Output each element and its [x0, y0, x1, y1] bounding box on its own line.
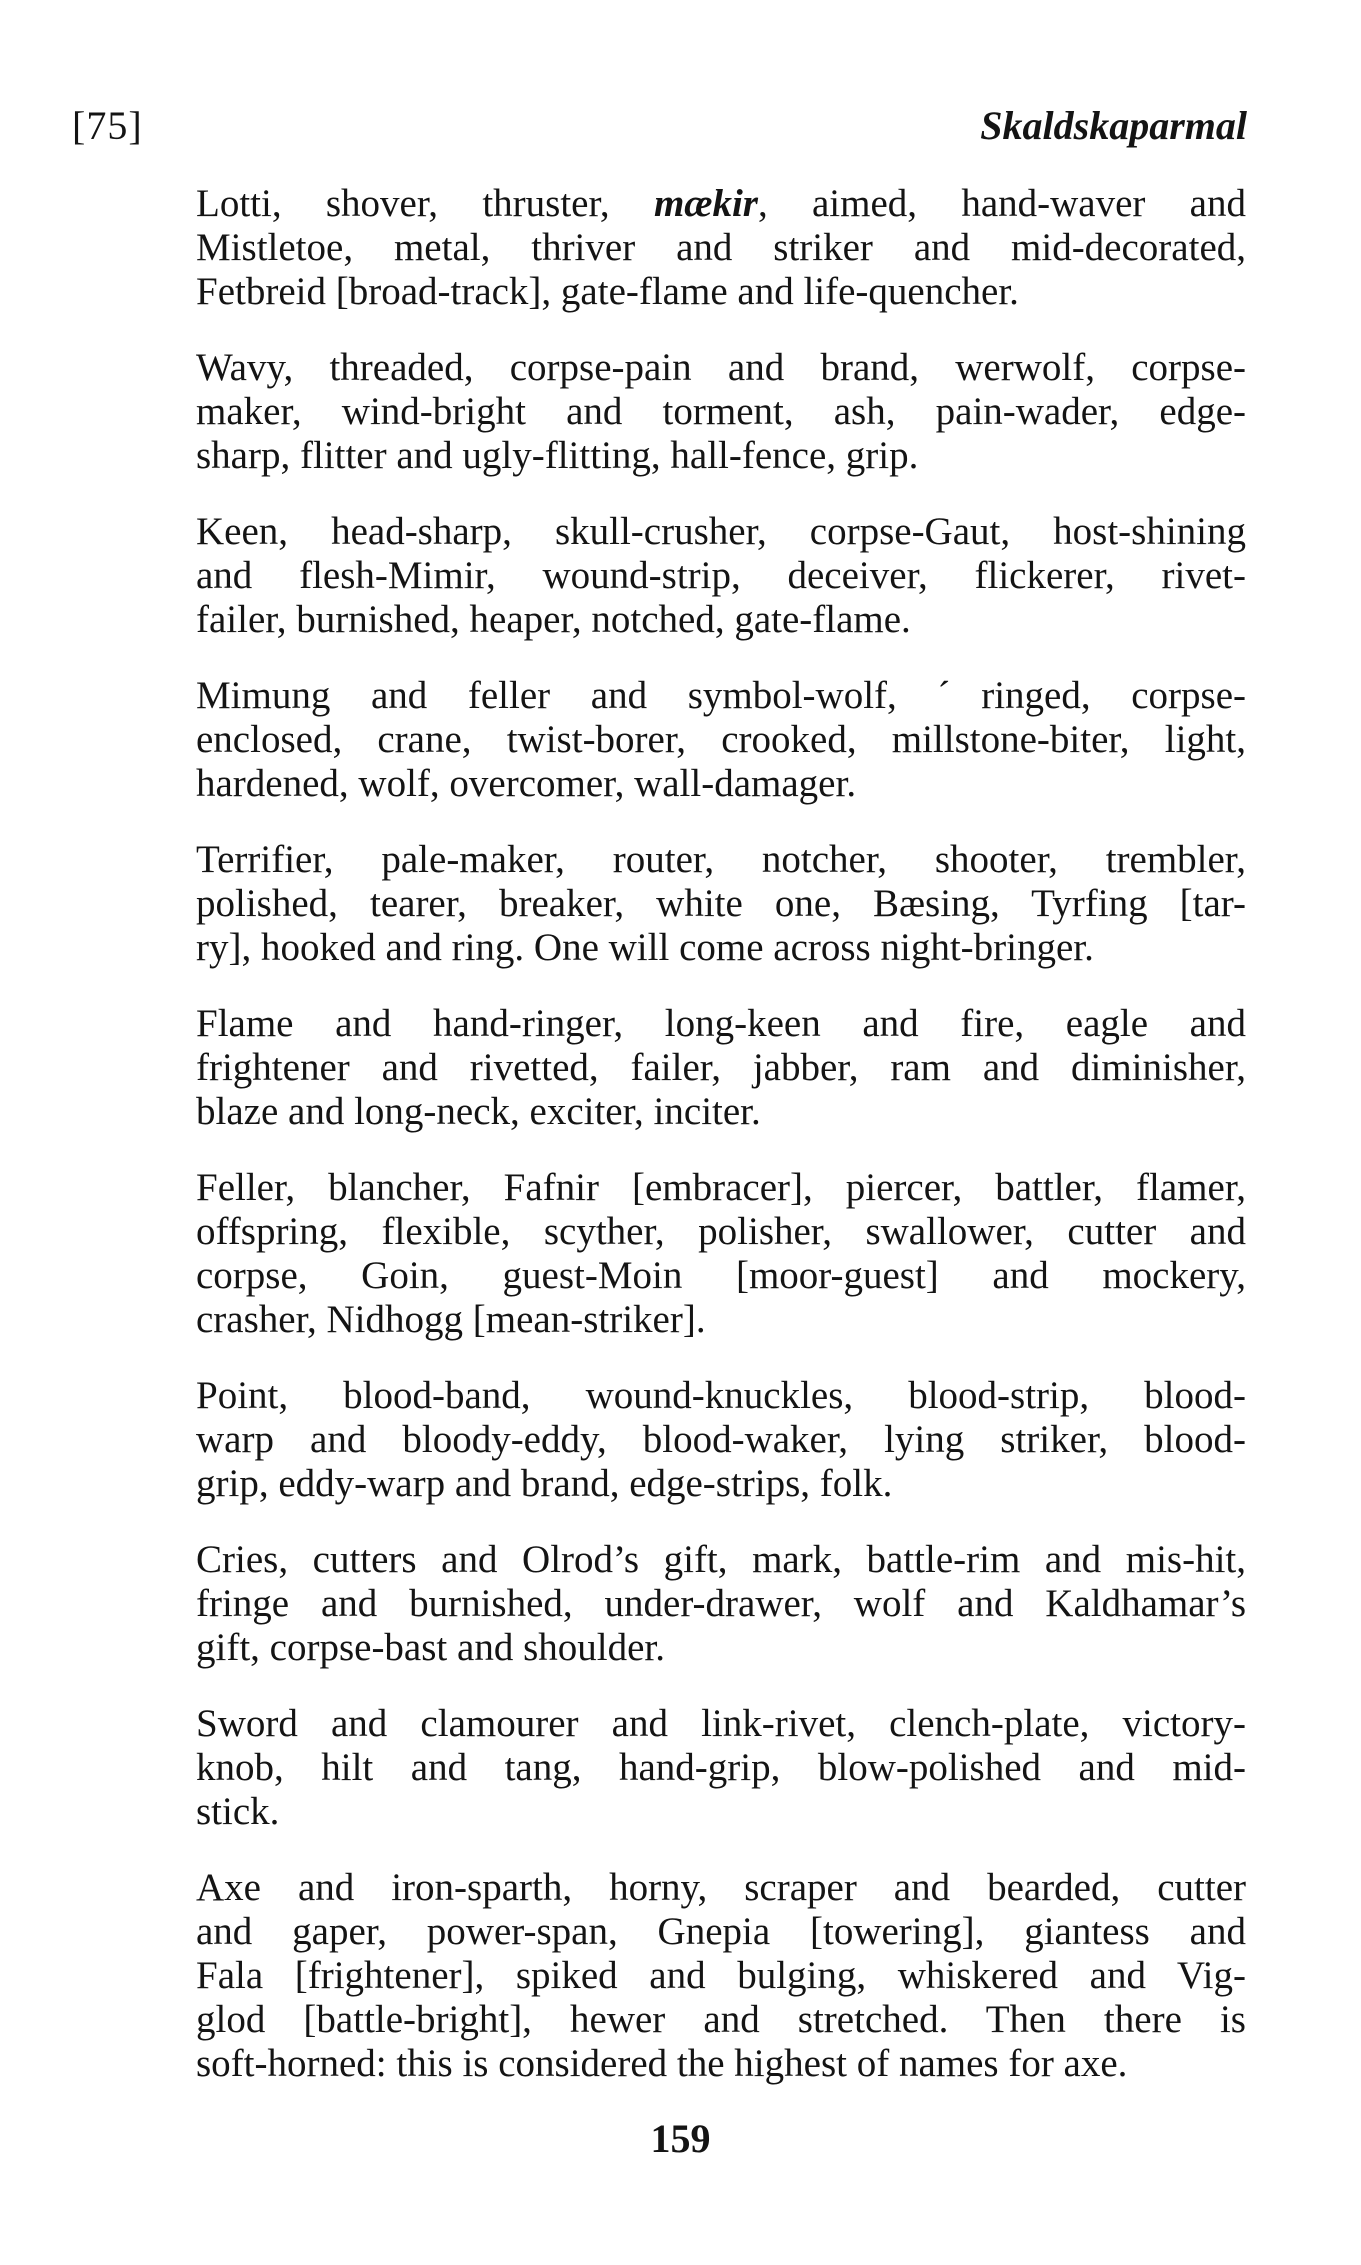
- paragraph: [196, 346, 1246, 478]
- text-line: sharp, flitter and ugly-flitting, hall-fence, grip.: [196, 434, 919, 477]
- text-line: offspring, flexible, scyther, polisher, swallower, cutter and: [196, 1210, 1246, 1253]
- italic-term: mækir: [653, 182, 758, 225]
- text-line: fringe and burnished, under-drawer, wolf and Kaldhamar’s: [196, 1582, 1246, 1625]
- text-line: Mistletoe, metal, thriver and striker and mid-decorated,: [196, 226, 1246, 269]
- text-line: glod [battle-bright], hewer and stretched. Then there is: [196, 1998, 1246, 2041]
- text-line: Feller, blancher, Fafnir [embracer], piercer, battler, flamer,: [196, 1166, 1246, 1209]
- paragraph: [196, 674, 1246, 806]
- page-number: 159: [650, 2116, 711, 2161]
- text-line: and gaper, power-span, Gnepia [towering], giantess and: [196, 1910, 1246, 1953]
- text-line: blaze and long-neck, exciter, inciter.: [196, 1090, 761, 1133]
- text-line: Cries, cutters and Olrod’s gift, mark, battle-rim and mis-hit,: [196, 1538, 1246, 1581]
- paragraph: [196, 1166, 1246, 1342]
- text-line: frightener and rivetted, failer, jabber, ram and diminisher,: [196, 1046, 1246, 1089]
- text-line: Flame and hand-ringer, long-keen and fire, eagle and: [196, 1002, 1246, 1045]
- text-line: hardened, wolf, overcomer, wall-damager.: [196, 762, 857, 805]
- paragraph: [196, 182, 1246, 314]
- paragraph: [196, 1702, 1246, 1834]
- text-line: and flesh-Mimir, wound-strip, deceiver, flickerer, rivet-: [196, 554, 1246, 597]
- paragraph: [196, 1538, 1246, 1670]
- section-folio: [75]: [72, 103, 143, 148]
- text-line: failer, burnished, heaper, notched, gate-flame.: [196, 598, 911, 641]
- page-header: [72, 102, 1247, 162]
- text-line: Axe and iron-sparth, horny, scraper and bearded, cutter: [196, 1866, 1246, 1909]
- text-line: warp and bloody-eddy, blood-waker, lying striker, blood-: [196, 1418, 1246, 1461]
- text-line: soft-horned: this is considered the highest of names for axe.: [196, 2042, 1128, 2085]
- text-line: knob, hilt and tang, hand-grip, blow-polished and mid-: [196, 1746, 1246, 1789]
- text-line: grip, eddy-warp and brand, edge-strips, folk.: [196, 1462, 893, 1505]
- text-line: Fala [frightener], spiked and bulging, whiskered and Vig-: [196, 1954, 1246, 1997]
- text-line: maker, wind-bright and torment, ash, pain-wader, edge-: [196, 390, 1246, 433]
- text-line: ry], hooked and ring. One will come across night-bringer.: [196, 926, 1094, 969]
- text-line: Lotti, shover, thruster, mækir, aimed, hand-waver and: [196, 182, 1246, 225]
- paragraph: [196, 838, 1246, 970]
- text-line: Keen, head-sharp, skull-crusher, corpse-Gaut, host-shining: [196, 510, 1246, 553]
- text-line: stick.: [196, 1790, 280, 1833]
- body-text: [196, 182, 1246, 2118]
- text-line: Wavy, threaded, corpse-pain and brand, werwolf, corpse-: [196, 346, 1246, 389]
- text-line: Mimung and feller and symbol-wolf, ˊringed, corpse-: [196, 674, 1246, 717]
- text-line: Sword and clamourer and link-rivet, clench-plate, victory-: [196, 1702, 1246, 1745]
- text-line: gift, corpse-bast and shoulder.: [196, 1626, 665, 1669]
- paragraph: [196, 1002, 1246, 1134]
- text-line: corpse, Goin, guest-Moin [moor-guest] and mockery,: [196, 1254, 1246, 1297]
- paragraph: [196, 1374, 1246, 1506]
- paragraph: [196, 1866, 1246, 2086]
- text-line: Terrifier, pale-maker, router, notcher, shooter, trembler,: [196, 838, 1246, 881]
- text-line: polished, tearer, breaker, white one, Bæsing, Tyrfing [tar-: [196, 882, 1246, 925]
- text-line: enclosed, crane, twist-borer, crooked, millstone-biter, light,: [196, 718, 1246, 761]
- running-title: Skaldskaparmal: [980, 103, 1247, 148]
- text-line: Fetbreid [broad-track], gate-flame and life-quencher.: [196, 270, 1019, 313]
- text-line: crasher, Nidhogg [mean-striker].: [196, 1298, 706, 1341]
- paragraph: [196, 510, 1246, 642]
- text-line: Point, blood-band, wound-knuckles, blood-strip, blood-: [196, 1374, 1246, 1417]
